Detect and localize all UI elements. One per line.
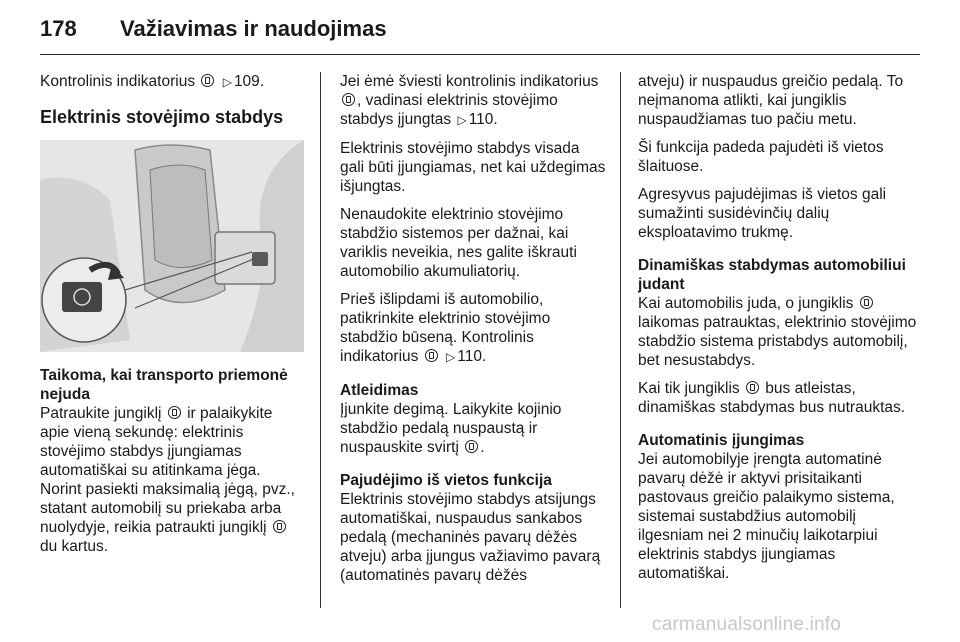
paragraph: Prieš išlipdami iš automobilio, patikrinkite elektrinio stovėjimo stabdžio būseną. Kontrolinis indikatorius ▷ 110. bbox=[340, 291, 551, 365]
intro-line: Kontrolinis indikatorius ▷ 109. bbox=[40, 73, 265, 90]
paragraph: Nenaudokite elektrinio stovėjimo stabdžio sistemos per dažnai, kai variklis neveikia, nes galite iškrauti automobilio akumuliatorių. bbox=[340, 206, 577, 280]
parking-brake-switch-icon bbox=[746, 381, 759, 394]
paragraph: Elektrinis stovėjimo stabdys visada gali būti įjungiamas, net kai uždegimas išjungtas. bbox=[340, 140, 606, 195]
parking-brake-indicator-icon bbox=[425, 349, 438, 362]
watermark: carmanualsonline.info bbox=[652, 614, 842, 635]
page-ref-arrow-icon: ▷ bbox=[457, 113, 467, 127]
page-ref: 109. bbox=[233, 73, 265, 90]
illustration-svg bbox=[40, 140, 304, 352]
column-divider bbox=[620, 72, 621, 608]
paragraph: Agresyvus pajudėjimas iš vietos gali sumažinti susidėvinčių dalių eksploatavimo trukmę. bbox=[638, 186, 887, 241]
parking-brake-switch-icon bbox=[168, 406, 181, 419]
column-3 bbox=[638, 72, 918, 592]
subheading-release: Atleidimas bbox=[340, 382, 419, 399]
chapter-title: Važiavimas ir naudojimas bbox=[120, 16, 387, 41]
section-title: Elektrinis stovėjimo stabdys bbox=[40, 107, 284, 127]
page-ref-arrow-icon: ▷ bbox=[222, 75, 232, 89]
header-rule bbox=[40, 54, 920, 55]
parking-brake-switch-icon bbox=[273, 520, 286, 533]
parking-brake-switch-icon bbox=[860, 296, 873, 309]
paragraph: Kai automobilis juda, o jungiklis laikomas patrauktas, elektrinio stovėjimo stabdžio sistema pristabdys automobilį, bet nesustabdys. bbox=[638, 295, 917, 369]
paragraph: Elektrinis stovėjimo stabdys atsijungs automatiškai, nuspaudus sankabos pedalą (mechaninės pavarų dėžės atveju) arba įjungus važiavimo pavarą (automatinės pavarų dėžės bbox=[340, 491, 601, 584]
parking-brake-switch-illustration bbox=[40, 140, 304, 352]
subheading-drive-away: Pajudėjimo iš vietos funkcija bbox=[340, 472, 552, 489]
column-divider bbox=[320, 72, 321, 608]
paragraph: Ši funkcija padeda pajudėti iš vietos šlaituose. bbox=[638, 139, 884, 175]
paragraph: Įjunkite degimą. Laikykite kojinio stabdžio pedalą nuspaustą ir nuspauskite svirtį . bbox=[340, 401, 562, 456]
paragraph: atveju) ir nuspaudus greičio pedalą. To neįmanoma atlikti, kai jungiklis nuspaudžiamas tuo pačiu metu. bbox=[638, 73, 904, 128]
subheading-dynamic-braking: Dinamiškas stabdymas automobiliui judant bbox=[638, 257, 906, 293]
parking-brake-indicator-icon bbox=[342, 93, 355, 106]
paragraph: Kai tik jungiklis bus atleistas, dinamiškas stabdymas bus nutrauktas. bbox=[638, 380, 906, 416]
subheading-stationary: Taikoma, kai transporto priemonė nejuda bbox=[40, 367, 288, 403]
parking-brake-switch-icon bbox=[465, 440, 478, 453]
subheading-automatic-engagement: Automatinis įjungimas bbox=[638, 432, 805, 449]
parking-brake-warning-icon bbox=[201, 74, 214, 87]
page-header bbox=[40, 16, 920, 52]
paragraph: Jei ėmė šviesti kontrolinis indikatorius , vadinasi elektrinis stovėjimo stabdys įjungtas ▷ 110. bbox=[340, 73, 599, 128]
page-ref-arrow-icon: ▷ bbox=[446, 350, 456, 364]
paragraph: Patraukite jungiklį ir palaikykite apie vieną sekundę: elektrinis stovėjimo stabdys įjungiamas automatiškai su atitinkama jėga. Norint pasiekti maksimalią jėgą, pvz., statant automobilį su priekaba arba nuolydyje, reikia patraukti jungiklį du kartus. bbox=[40, 405, 295, 555]
column-1 bbox=[40, 72, 304, 565]
column-2 bbox=[340, 72, 606, 594]
paragraph: Jei automobilyje įrengta automatinė pavarų dėžė ir aktyvi prisitaikanti pastovaus greičio palaikymo sistema, sistemai sustabdžius automobilį ilgesniam nei 2 minučių laikotarpiui elektrinis stabdys įjungiamas automatiškai. bbox=[638, 451, 895, 582]
page-number: 178 bbox=[40, 16, 77, 41]
